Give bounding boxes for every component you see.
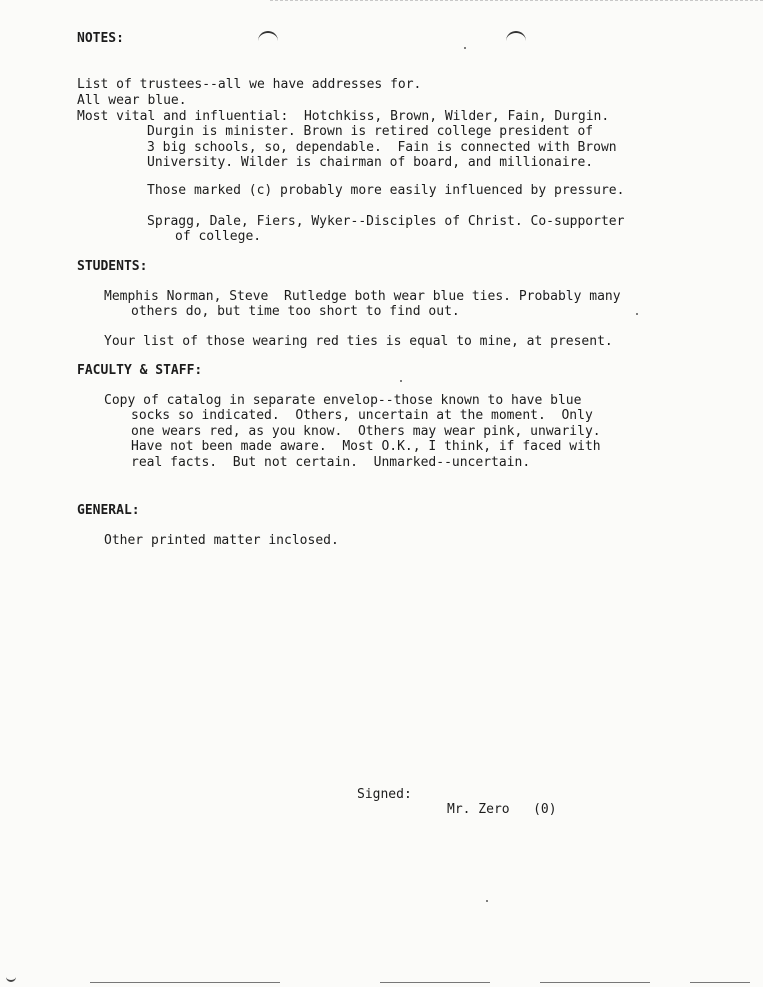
section-heading-general: GENERAL:	[77, 503, 140, 518]
section-heading-notes: NOTES:	[77, 31, 124, 46]
bottom-rule	[380, 982, 490, 983]
faculty-line: Copy of catalog in separate envelop--those known to have blue	[104, 393, 582, 408]
faculty-line: one wears red, as you know. Others may wear pink, unwarily.	[131, 424, 601, 439]
faculty-line: Have not been made aware. Most O.K., I think, if faced with	[131, 439, 601, 454]
notes-line: List of trustees--all we have addresses for.	[77, 77, 422, 92]
notes-line: 3 big schools, so, dependable. Fain is connected with Brown	[147, 140, 617, 155]
bottom-rule	[690, 982, 750, 983]
arc-mark	[258, 31, 278, 43]
corner-mark	[6, 972, 16, 982]
faculty-line: real facts. But not certain. Unmarked--uncertain.	[131, 455, 531, 470]
top-edge-mark	[270, 0, 763, 2]
notes-line: All wear blue.	[77, 93, 187, 108]
speck	[464, 47, 466, 49]
notes-line: University. Wilder is chairman of board, and millionaire.	[147, 155, 594, 170]
students-line: others do, but time too short to find out.	[131, 304, 460, 319]
students-line: Memphis Norman, Steve Rutledge both wear blue ties. Probably many	[104, 289, 621, 304]
general-line: Other printed matter inclosed.	[104, 533, 339, 548]
faculty-line: socks so indicated. Others, uncertain at the moment. Only	[131, 408, 593, 423]
notes-line: Those marked (c) probably more easily influenced by pressure.	[147, 183, 625, 198]
signed-label: Signed:	[357, 787, 412, 802]
notes-line: of college.	[175, 229, 262, 244]
bottom-rule	[540, 982, 650, 983]
arc-mark	[506, 31, 526, 43]
students-line: Your list of those wearing red ties is equal to mine, at present.	[104, 334, 613, 349]
speck	[400, 380, 402, 382]
speck	[636, 313, 638, 315]
notes-line: Spragg, Dale, Fiers, Wyker--Disciples of Christ. Co-supporter	[147, 214, 625, 229]
bottom-rule	[90, 982, 280, 983]
signer-name: Mr. Zero (0)	[447, 802, 557, 817]
section-heading-faculty: FACULTY & STAFF:	[77, 363, 203, 378]
section-heading-students: STUDENTS:	[77, 259, 148, 274]
notes-line: Most vital and influential: Hotchkiss, Brown, Wilder, Fain, Durgin.	[77, 109, 610, 124]
speck	[486, 900, 488, 902]
notes-line: Durgin is minister. Brown is retired college president of	[147, 124, 594, 139]
